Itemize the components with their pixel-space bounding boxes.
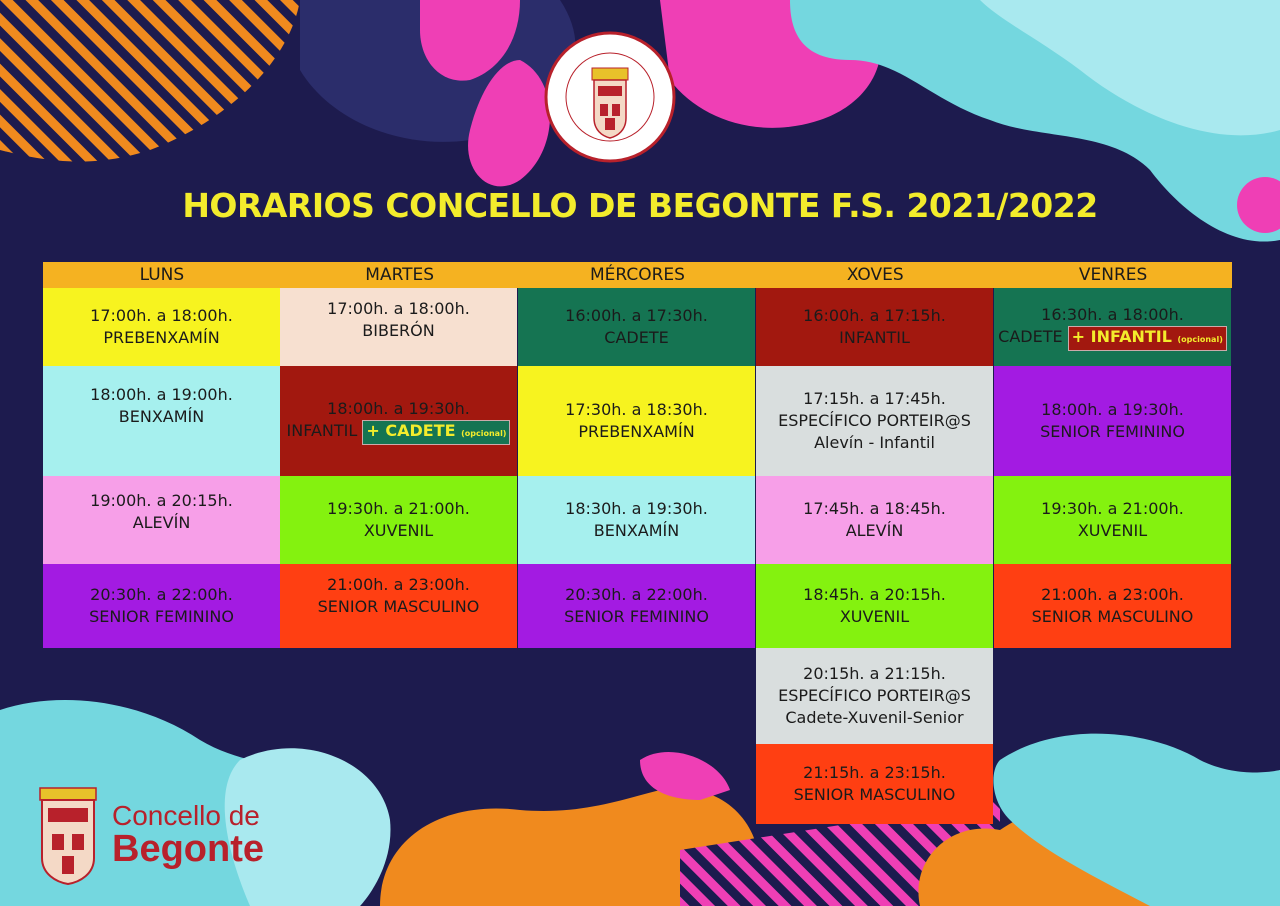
slot-time: 17:45h. a 18:45h. [803, 499, 946, 518]
slot-time: 19:30h. a 21:00h. [327, 499, 470, 518]
schedule-slot [518, 476, 755, 564]
slot-time: 21:00h. a 23:00h. [1041, 585, 1184, 604]
slot-team: SENIOR FEMININO [1040, 422, 1185, 441]
schedule-slot [756, 564, 993, 648]
slot-team: ALEVÍN [845, 521, 904, 540]
slot-team: SENIOR MASCULINO [317, 597, 480, 616]
schedule-slot [518, 288, 755, 366]
schedule-slot [994, 288, 1231, 366]
schedule-slot [280, 366, 517, 476]
day-header-mercores: MÉRCORES [590, 265, 685, 285]
slot-team: PREBENXAMÍN [578, 422, 695, 441]
slot-time: 20:15h. a 21:15h. [803, 664, 946, 683]
optional-tag-label: + CADETE [366, 420, 456, 440]
schedule-slot [756, 476, 993, 564]
slot-time: 20:30h. a 22:00h. [565, 585, 708, 604]
slot-time: 19:00h. a 20:15h. [90, 491, 233, 510]
club-crest-logo [532, 28, 688, 166]
schedule-slot [756, 648, 993, 744]
slot-team: SENIOR FEMININO [564, 607, 709, 626]
brand-line-1: Concello de [112, 800, 260, 831]
schedule-slot [43, 564, 280, 648]
slot-team: INFANTIL [286, 420, 358, 440]
slot-time: 16:30h. a 18:00h. [1041, 304, 1184, 324]
schedule-slot [756, 288, 993, 366]
slot-team: SENIOR MASCULINO [793, 785, 956, 804]
slot-time: 18:30h. a 19:30h. [565, 499, 708, 518]
schedule-slot [994, 366, 1231, 476]
day-header-xoves: XOVES [846, 265, 904, 285]
schedule-slot [43, 476, 280, 564]
slot-team: BIBERÓN [362, 321, 435, 340]
slot-team: SENIOR MASCULINO [1031, 607, 1194, 626]
slot-time: 16:00h. a 17:30h. [565, 306, 708, 325]
slot-team: XUVENIL [1077, 521, 1148, 540]
schedule-slot [994, 476, 1231, 564]
slot-time: 17:30h. a 18:30h. [565, 400, 708, 419]
slot-time: 18:00h. a 19:30h. [327, 398, 470, 418]
slot-team: ESPECÍFICO PORTEIR@S [778, 411, 971, 430]
slot-team: XUVENIL [363, 521, 434, 540]
slot-subtitle: Alevín - Infantil [814, 433, 935, 452]
optional-tag-note: (opcional) [1177, 334, 1223, 344]
schedule-slot [280, 288, 517, 366]
slot-time: 18:45h. a 20:15h. [803, 585, 946, 604]
schedule-slot [518, 564, 755, 648]
slot-time: 17:00h. a 18:00h. [327, 299, 470, 318]
slot-time: 16:00h. a 17:15h. [803, 306, 946, 325]
day-header-martes: MARTES [365, 265, 435, 285]
slot-team: XUVENIL [839, 607, 910, 626]
page-title: HORARIOS CONCELLO DE BEGONTE F.S. 2021/2022 [182, 186, 1098, 225]
slot-time: 17:15h. a 17:45h. [803, 389, 946, 408]
slot-team: ALEVÍN [132, 513, 191, 532]
optional-tag-label: + INFANTIL [1071, 326, 1172, 346]
slot-team: BENXAMÍN [118, 407, 205, 426]
day-header-bar [43, 262, 1232, 288]
slot-time: 21:00h. a 23:00h. [327, 575, 470, 594]
slot-team: BENXAMÍN [593, 521, 680, 540]
day-header-luns: LUNS [139, 265, 185, 285]
slot-team: CADETE [998, 326, 1063, 346]
schedule-slot [994, 564, 1231, 648]
slot-team: ESPECÍFICO PORTEIR@S [778, 686, 971, 705]
slot-time: 20:30h. a 22:00h. [90, 585, 233, 604]
day-header-venres: VENRES [1078, 265, 1148, 285]
slot-time: 18:00h. a 19:30h. [1041, 400, 1184, 419]
schedule-slot [280, 564, 517, 648]
schedule-slot [43, 288, 280, 366]
brand-line-2: Begonte [112, 828, 264, 870]
optional-tag-note: (opcional) [461, 428, 507, 438]
slot-team: CADETE [604, 328, 669, 347]
slot-subtitle: Cadete-Xuvenil-Senior [785, 708, 964, 727]
schedule-slot [280, 476, 517, 564]
schedule-slot [43, 366, 280, 476]
slot-time: 17:00h. a 18:00h. [90, 306, 233, 325]
optional-tag [1068, 326, 1227, 351]
schedule-slot [756, 366, 993, 476]
optional-tag [362, 420, 510, 445]
slot-team: INFANTIL [839, 328, 910, 347]
slot-time: 21:15h. a 23:15h. [803, 763, 946, 782]
slot-time: 19:30h. a 21:00h. [1041, 499, 1184, 518]
schedule-slot [756, 744, 993, 824]
slot-team: SENIOR FEMININO [89, 607, 234, 626]
schedule-slot [518, 366, 755, 476]
slot-team: PREBENXAMÍN [103, 328, 220, 347]
slot-time: 18:00h. a 19:00h. [90, 385, 233, 404]
